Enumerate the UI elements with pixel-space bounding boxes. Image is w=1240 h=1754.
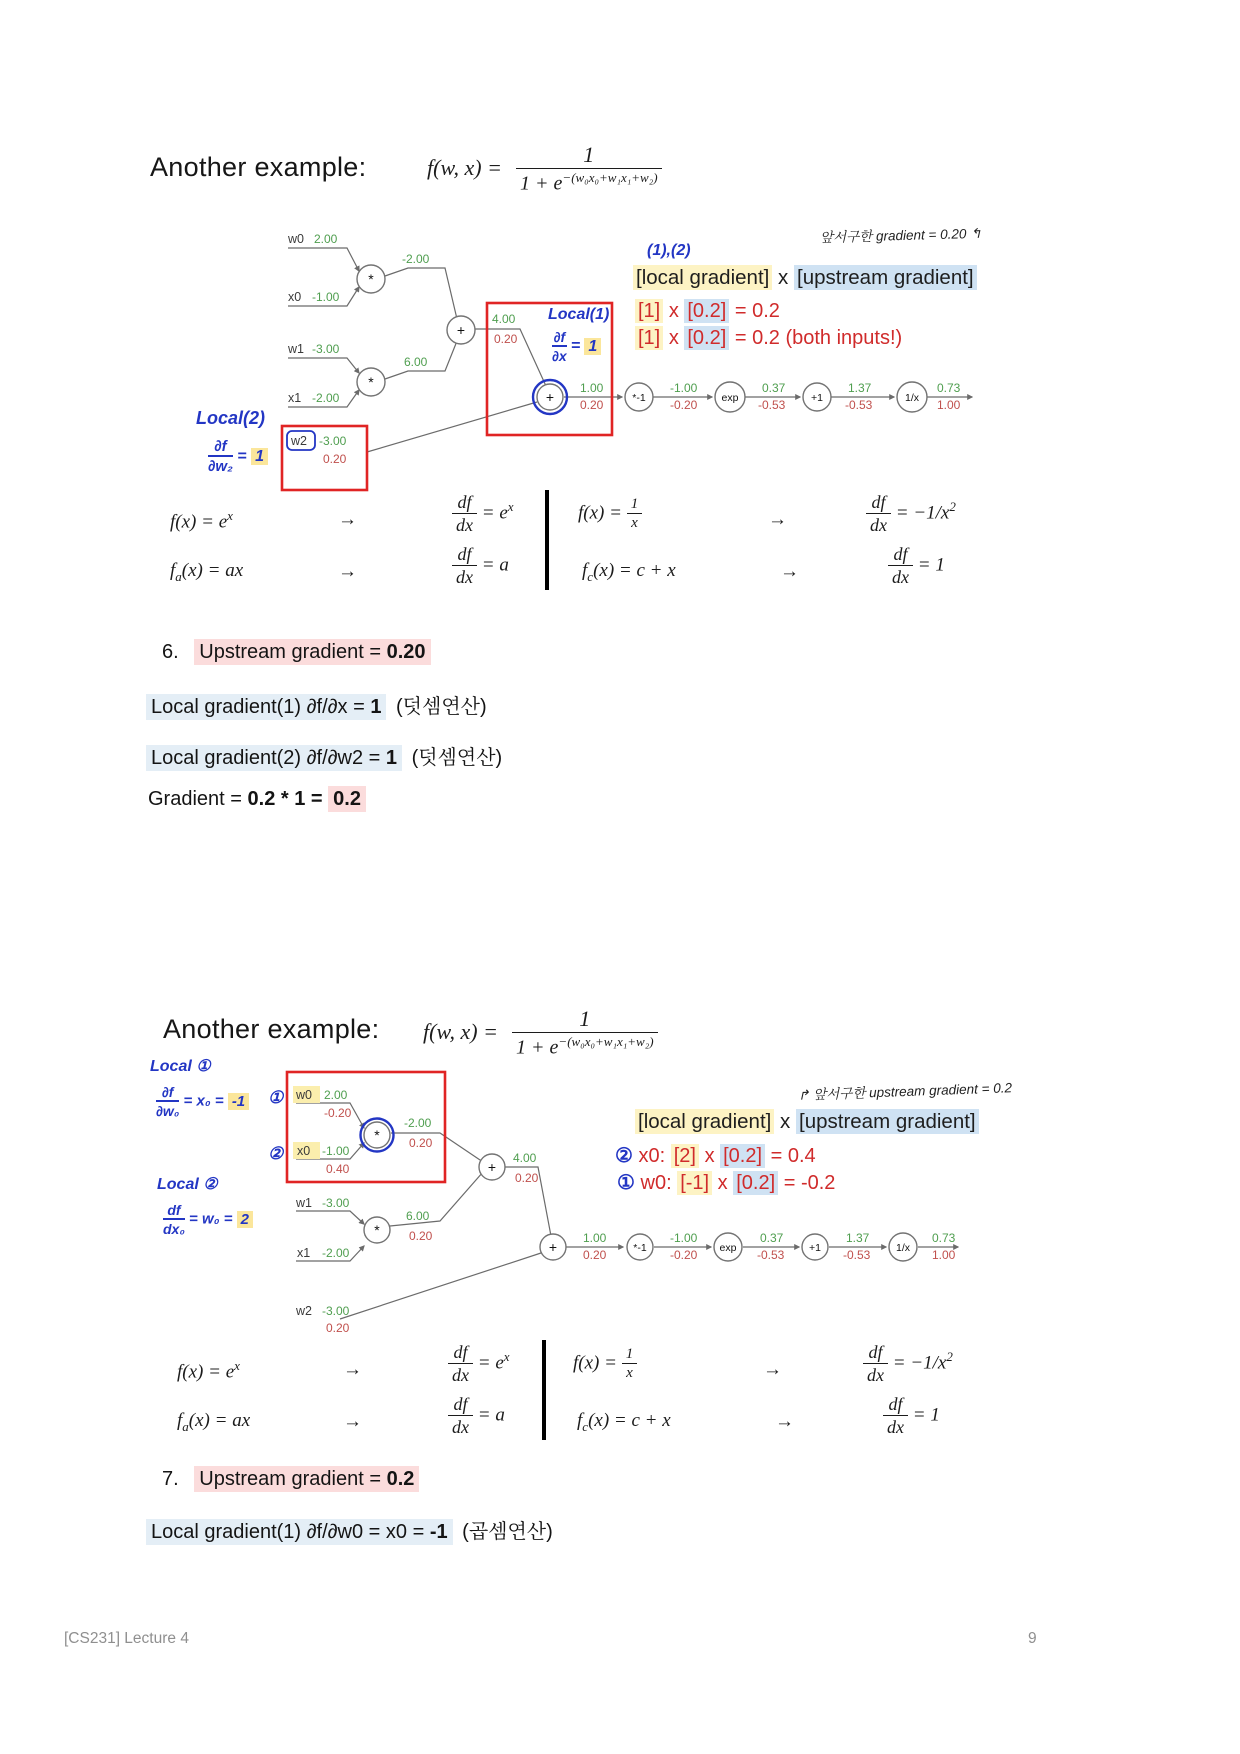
deriv-exp-lhs-1: $f(x) = e^x$ — [170, 508, 233, 533]
footer-title: [CS231] Lecture 4 — [64, 1630, 189, 1647]
input-w1-label: w1 — [288, 342, 304, 356]
slide-1 — [140, 130, 1010, 592]
deriv-arrow: → — [763, 1359, 782, 1380]
input-w0-label: w0 — [288, 232, 304, 246]
inv-grad: 1.00 — [932, 1248, 956, 1262]
calc-line-x0: ② x0: [2] x [0.2] = 0.4 — [615, 1145, 816, 1167]
hw-local2-frac: $\frac{\partial f}{\text{∂w₂}}$ = 1 — [208, 438, 268, 476]
plus1-out: 1.37 — [848, 381, 872, 395]
input-x0-value: -1.00 — [312, 290, 340, 304]
formula-exponent: −(w₀x₀+w₁x₁+w₂) — [558, 1034, 654, 1049]
mul2-out: 6.00 — [404, 355, 428, 369]
deriv-cx-lhs-1: $f_c(x) = c + x$ — [582, 560, 676, 584]
node-mul1-op: * — [368, 271, 374, 287]
hw-local2-value: 1 — [251, 448, 268, 465]
node-inv-op: 1/x — [904, 392, 920, 404]
mul1-out: -2.00 — [404, 1116, 432, 1130]
graph2-edges — [296, 1103, 958, 1319]
deriv-ax-rhs-1: $\frac{df}{dx}$ = a — [452, 544, 509, 588]
note-local-gradient-1: Local gradient(1) ∂f/∂x = 1 (덧셈연산) — [146, 690, 487, 719]
add2-grad: 0.20 — [583, 1248, 607, 1262]
mul2-grad: 0.20 — [409, 1229, 433, 1243]
hw-korean-note-2: ↱ 앞서구한 upstream gradient = 0.2 — [797, 1080, 1013, 1103]
rule-local-1: [local gradient] — [633, 265, 772, 290]
add1-grad: 0.20 — [515, 1171, 539, 1185]
neg-grad: -0.20 — [670, 398, 698, 412]
slide2-formula — [423, 1006, 658, 1060]
input-w2-value: -3.00 — [322, 1304, 350, 1318]
add2-out: 1.00 — [583, 1231, 607, 1245]
hw-local2-label-2: Local ② — [157, 1176, 218, 1193]
add1-out: 4.00 — [513, 1151, 537, 1165]
hw-local1-label-2: Local ① — [150, 1058, 211, 1075]
input-w2-label: w2 — [296, 1304, 312, 1318]
deriv-arrow: → — [775, 1411, 794, 1432]
note-local-gradient-2: Local gradient(2) ∂f/∂w2 = 1 (덧셈연산) — [146, 741, 502, 770]
deriv-arrow: → — [780, 561, 799, 582]
gradient-rule-2: [local gradient] x [upstream gradient] — [635, 1110, 979, 1134]
hw-mark-1: ① — [268, 1088, 284, 1107]
input-w2-value: -3.00 — [319, 434, 347, 448]
hw-local1-label: Local(1) — [548, 306, 610, 323]
input-w0-label: w0 — [296, 1088, 312, 1102]
deriv-cx-lhs-2: $f_c(x) = c + x$ — [577, 1410, 671, 1434]
add1-out: 4.00 — [492, 312, 516, 326]
deriv-exp-rhs-1: $\frac{df}{dx}$ = $e^x$ — [452, 492, 514, 536]
deriv-ax-lhs-2: $f_a(x)$ = ax — [177, 1410, 251, 1434]
deriv-inv-rhs-2: $\frac{df}{dx}$ = $-1/x^2$ — [863, 1342, 953, 1386]
mul1-out: -2.00 — [402, 252, 430, 266]
formula-denominator: $1 + e^{-(w_0x_0+w_1x_1+w_2)}$ — [516, 168, 662, 196]
derivative-divider-2 — [542, 1340, 546, 1440]
node-plus1-op: +1 — [811, 392, 823, 404]
rule-upstream-2: [upstream gradient] — [796, 1109, 979, 1134]
node-add1-op: + — [487, 1159, 497, 1175]
neg-out: -1.00 — [670, 381, 698, 395]
deriv-inv-rhs-1: $\frac{df}{dx}$ = $-1/x^2$ — [866, 492, 956, 536]
deriv-arrow: → — [343, 1411, 362, 1432]
inv-grad: 1.00 — [937, 398, 961, 412]
input-x0-grad: 0.40 — [326, 1162, 350, 1176]
exp-grad: -0.53 — [758, 398, 786, 412]
hw-mark-2: ② — [268, 1144, 284, 1163]
formula-lhs: f(w, x) = — [427, 154, 502, 180]
input-w0-value: 2.00 — [324, 1088, 348, 1102]
deriv-cx-rhs-1: $\frac{df}{dx}$ = 1 — [888, 544, 945, 588]
input-w2-label: w2 — [291, 434, 307, 448]
hw-local1-value-2: -1 — [228, 1093, 249, 1110]
item-number: 7. — [162, 1468, 179, 1490]
node-mul1-op: * — [374, 1127, 380, 1143]
node-plus1-op: +1 — [809, 1242, 821, 1254]
input-w1-value: -3.00 — [312, 342, 340, 356]
add2-grad: 0.20 — [580, 398, 604, 412]
item-number: 6. — [162, 641, 179, 663]
neg-out: -1.00 — [670, 1231, 698, 1245]
slide1-title: Another example: — [150, 152, 367, 182]
node-mul2-op: * — [368, 374, 374, 390]
formula-fraction — [516, 142, 662, 196]
hw-local1-fraction: $\frac{\partial f}{\partial x}$ — [552, 329, 567, 365]
hw-local2-label: Local(2) — [196, 408, 266, 428]
plus1-grad: -0.53 — [845, 398, 873, 412]
node-add2-op: + — [548, 1239, 558, 1255]
note-item-7 — [162, 1468, 419, 1491]
inv-out: 0.73 — [932, 1231, 956, 1245]
deriv-exp-lhs-2: $f(x) = e^x$ — [177, 1358, 240, 1383]
node-add1-op: + — [456, 322, 466, 338]
deriv-inv-lhs-1: f(x) = $\frac{1}{x}$ — [578, 496, 642, 532]
calc-line-w0: ① w0: [-1] x [0.2] = -0.2 — [617, 1172, 836, 1194]
note-gradient-result: Gradient = 0.2 * 1 = 0.2 — [148, 788, 366, 811]
input-w0-value: 2.00 — [314, 232, 338, 246]
plus1-grad: -0.53 — [843, 1248, 871, 1262]
hw-korean-note-1: 앞서구한 gradient = 0.20 ↰ — [819, 225, 982, 246]
note-item-6 — [162, 641, 431, 664]
mul2-out: 6.00 — [406, 1209, 430, 1223]
deriv-arrow: → — [338, 561, 357, 582]
rule-upstream-1: [upstream gradient] — [794, 265, 977, 290]
node-add2-op: + — [545, 389, 555, 405]
node-exp-op: exp — [721, 392, 739, 404]
formula-exponent: −(w₀x₀+w₁x₁+w₂) — [562, 170, 658, 185]
footer-page-number: 9 — [1028, 1630, 1037, 1647]
mul1-grad: 0.20 — [409, 1136, 433, 1150]
input-x0-label: x0 — [297, 1144, 311, 1158]
input-x0-label: x0 — [288, 290, 302, 304]
neg-grad: -0.20 — [670, 1248, 698, 1262]
input-w1-value: -3.00 — [322, 1196, 350, 1210]
add2-out: 1.00 — [580, 381, 604, 395]
inv-out: 0.73 — [937, 381, 961, 395]
input-w1-label: w1 — [296, 1196, 312, 1210]
node-mul2-op: * — [374, 1222, 380, 1238]
node-neg-op: *-1 — [632, 392, 646, 404]
add1-grad: 0.20 — [494, 332, 518, 346]
calc-line2-1: [1] x [0.2] = 0.2 (both inputs!) — [635, 327, 902, 350]
plus1-out: 1.37 — [846, 1231, 870, 1245]
formula-lhs: f(w, x) = — [423, 1018, 498, 1044]
note-local-gradient-w0: Local gradient(1) ∂f/∂w0 = x0 = -1 (곱셈연산) — [146, 1515, 553, 1544]
gradient-rule-1: [local gradient] x [upstream gradient] — [633, 266, 977, 290]
exp-out: 0.37 — [760, 1231, 784, 1245]
node-inv-op: 1/x — [895, 1242, 911, 1254]
deriv-arrow: → — [768, 509, 787, 530]
exp-out: 0.37 — [762, 381, 786, 395]
slide1-formula — [427, 142, 662, 196]
input-w2-grad: 0.20 — [326, 1321, 350, 1335]
deriv-exp-rhs-2: $\frac{df}{dx}$ = $e^x$ — [448, 1342, 510, 1386]
deriv-inv-lhs-2: f(x) = $\frac{1}{x}$ — [573, 1346, 637, 1382]
node-neg-op: *-1 — [633, 1242, 647, 1254]
input-x1-label: x1 — [288, 391, 302, 405]
input-x1-value: -2.00 — [322, 1246, 350, 1260]
deriv-cx-rhs-2: $\frac{df}{dx}$ = 1 — [883, 1394, 940, 1438]
hw-local2-fraction: $\frac{\partial f}{\text{∂w₂}}$ — [208, 438, 233, 476]
hw-local2-value-2: 2 — [237, 1211, 253, 1228]
hw-refs: (1),(2) — [647, 242, 691, 259]
formula-fraction: $\frac{1}{1 + e^{-(w_0x_0+w_1x_1+w_2)}}$ — [512, 1006, 658, 1060]
calc-line1-1: [1] x [0.2] = 0.2 — [635, 300, 780, 323]
input-w0-grad: -0.20 — [324, 1106, 352, 1120]
node-exp-op: exp — [719, 1242, 737, 1254]
rule-local-2: [local gradient] — [635, 1109, 774, 1134]
slide2-title: Another example: — [163, 1014, 380, 1044]
exp-grad: -0.53 — [757, 1248, 785, 1262]
deriv-arrow: → — [338, 509, 357, 530]
hw-local1-frac: $\frac{\partial f}{\partial x}$ = 1 — [552, 329, 601, 364]
deriv-arrow: → — [343, 1359, 362, 1380]
input-w2-grad: 0.20 — [323, 452, 347, 466]
formula-numerator: 1 — [583, 142, 595, 167]
hw-local1-value: 1 — [584, 338, 601, 355]
input-x0-value: -1.00 — [322, 1144, 350, 1158]
derivative-divider-1 — [545, 490, 549, 590]
input-x1-label: x1 — [297, 1246, 311, 1260]
upstream-gradient-note-2: Upstream gradient = 0.2 — [194, 1466, 419, 1492]
upstream-gradient-note: Upstream gradient = 0.20 — [194, 639, 430, 665]
slide-2 — [130, 1000, 1020, 1452]
deriv-ax-rhs-2: $\frac{df}{dx}$ = a — [448, 1394, 505, 1438]
up-arrow-icon: ↱ — [797, 1087, 810, 1103]
hw-local2-frac-2: $\frac{df}{\text{dx₀}}$ = w₀ = 2 — [163, 1202, 253, 1237]
hw-local1-frac-2: $\frac{\partial f}{\text{∂w₀}}$ = x₀ = -1 — [156, 1084, 249, 1119]
input-x1-value: -2.00 — [312, 391, 340, 405]
deriv-ax-lhs-1: $f_a(x)$ = ax — [170, 560, 244, 584]
graph-svg-2 — [280, 1055, 1020, 1355]
